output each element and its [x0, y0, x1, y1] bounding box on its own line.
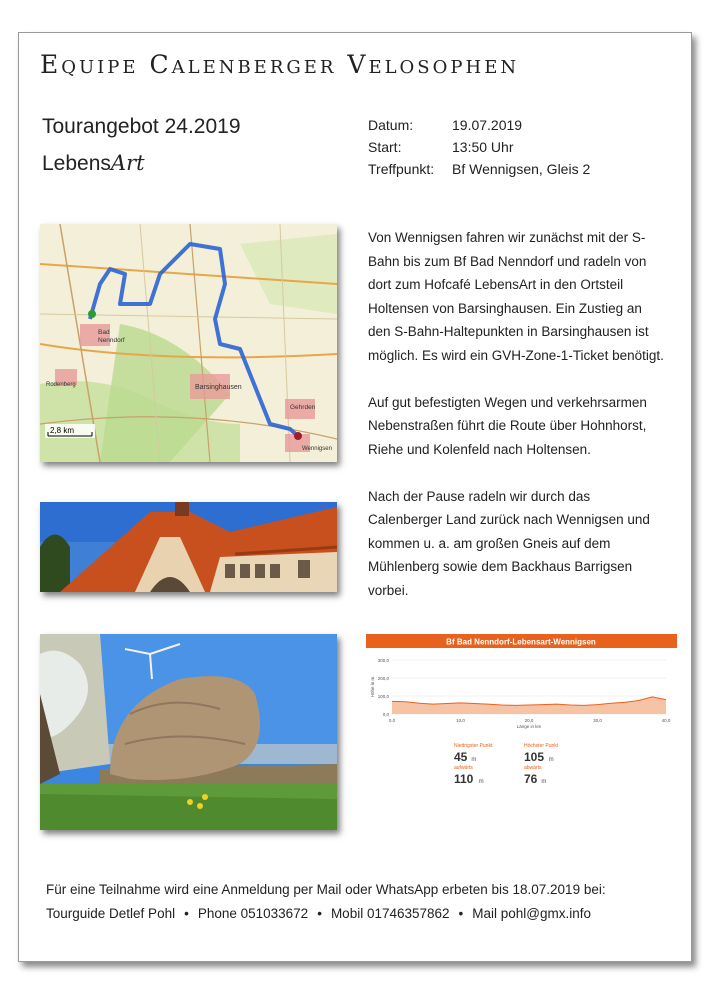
stat-value: 76	[524, 772, 538, 786]
house-photo	[40, 502, 337, 592]
end-marker-icon	[294, 432, 302, 440]
meet-label: Treffpunkt:	[368, 161, 435, 177]
date-value: 19.07.2019	[452, 117, 523, 133]
y-tick-label: 200,0	[377, 676, 389, 681]
map-label-wennigsen: Wennigsen	[302, 446, 332, 452]
separator: •	[184, 906, 189, 921]
tour-description	[368, 226, 668, 626]
meet-value: Bf Wennigsen, Gleis 2	[452, 161, 591, 177]
contact-line	[46, 902, 686, 926]
start-label: Start:	[368, 139, 402, 155]
elevation-profile	[366, 634, 677, 804]
map-scale: 2,8 km	[50, 426, 75, 435]
stat-label: aufwärts	[454, 765, 473, 771]
y-axis-label: Höhe in m	[370, 676, 375, 698]
map-label-nenndorf: Nenndorf	[98, 337, 125, 344]
x-tick-label: 10,0	[456, 718, 465, 723]
stat-label: abwärts	[524, 765, 542, 771]
chart-title: Bf Bad Nenndorf-Lebensart-Wennigsen	[446, 637, 596, 647]
x-tick-label: 20,0	[524, 718, 534, 723]
team-title: Equipe Calenberger Velosophen	[40, 50, 520, 79]
x-tick-label: 40,0	[661, 718, 671, 723]
stat-value: 45	[454, 750, 468, 764]
stat-value: 105	[524, 750, 545, 764]
map-label-bad: Bad	[98, 329, 110, 336]
phone-number: Phone 051033672	[197, 906, 309, 921]
stat-unit: m	[541, 779, 547, 785]
brand-logo	[42, 151, 145, 176]
y-tick-label: 0,0	[382, 712, 389, 717]
start-value: 13:50 Uhr	[452, 139, 514, 155]
registration-note: Für eine Teilnahme wird eine Anmeldung per Mail oder WhatsApp erbeten bis 18.07.2019 bei:	[46, 882, 606, 897]
stat-unit: m	[471, 757, 477, 763]
tour-meta	[368, 114, 590, 180]
email-address[interactable]: Mail pohl@gmx.info	[472, 906, 592, 921]
map-label-rodenberg: Rodenberg	[46, 382, 76, 388]
tourguide-name: Tourguide Detlef Pohl	[46, 906, 176, 921]
mobile-number: Mobil 01746357862	[330, 906, 450, 921]
stat-unit: m	[548, 757, 554, 763]
description-paragraph-3: Nach der Pause radeln wir durch das Calenberger Land zurück nach Wennigsen und kommen u. a. am großen Gneis auf dem Mühlenberg sowie dem Backhaus Barrigsen vorbei.	[368, 488, 650, 598]
separator: •	[317, 906, 322, 921]
stone-photo	[40, 634, 337, 830]
map-label-barsinghausen: Barsinghausen	[195, 384, 242, 391]
y-tick-label: 300,0	[377, 658, 389, 663]
x-axis-label: Länge in km	[516, 724, 542, 729]
tour-title: Tourangebot 24.2019	[42, 115, 241, 138]
stat-unit: m	[478, 779, 484, 785]
map-label-gehrden: Gehrden	[290, 404, 316, 411]
footer	[46, 878, 686, 926]
stat-label: Höchster Punkt	[524, 743, 559, 749]
brand-prefix: Lebens	[42, 152, 111, 175]
x-tick-label: 30,0	[593, 718, 602, 723]
description-paragraph-2: Auf gut befestigten Wegen und verkehrsarmen Nebenstraßen führt die Route über Hohnhorst, Riehe und Kolenfeld nach Holtensen.	[368, 394, 647, 457]
description-paragraph-1: Von Wennigsen fahren wir zunächst mit der S-Bahn bis zum Bf Bad Nenndorf und radeln von dort zum Hofcafé LebensArt in den Ortsteil Holtensen von Barsinghausen. Ein Zustieg an den S-Bahn-Haltepunkten in Barsinghausen ist möglich. Es wird ein GVH-Zone-1-Ticket benötigt.	[368, 230, 664, 363]
start-marker-icon	[88, 310, 96, 318]
stat-label: Niedrigster Punkt	[454, 743, 493, 749]
stat-value: 110	[454, 772, 474, 786]
brand-suffix: Art	[110, 151, 145, 175]
y-tick-label: 100,0	[377, 694, 389, 699]
date-label: Datum:	[368, 117, 414, 133]
separator: •	[458, 906, 464, 921]
x-tick-label: 0,0	[388, 718, 396, 723]
route-map	[40, 224, 337, 462]
